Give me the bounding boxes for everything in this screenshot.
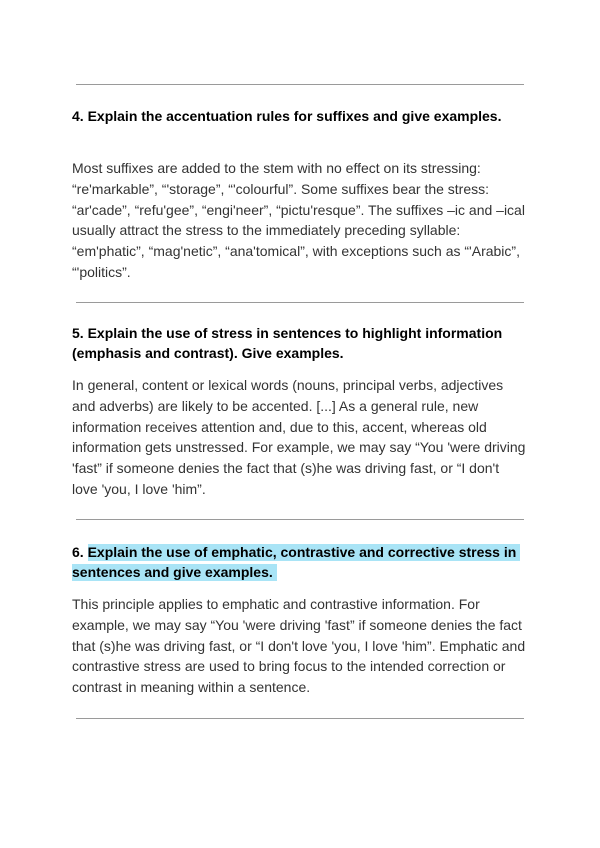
section-divider (76, 718, 524, 719)
section-divider (76, 302, 524, 303)
section-divider (76, 84, 524, 85)
question-6-answer: This principle applies to emphatic and contrastive information. For example, we may say “You 'were driving 'fast” if someone denies the fact that (s)he was driving fast, or “I don't love 'you, I love 'him”. Emphatic and contrastive stress are used to bring focus to the intended correction or contrast in meaning within a sentence. (72, 596, 526, 696)
question-5-title (72, 323, 528, 363)
question-text: Explain the use of stress in sentences to highlight information (emphasis and contrast). Give examples. (72, 325, 503, 361)
highlighted-question-text: Explain the use of emphatic, contrastive and corrective stress in sentences and give examples. (72, 544, 520, 581)
question-number: 5. (72, 325, 84, 341)
section-divider (76, 519, 524, 520)
question-4-title (72, 106, 528, 126)
question-4-answer: Most suffixes are added to the stem with no effect on its stressing: “re'markable”, “'storage”, “'colourful”. Some suffixes bear the stress: “ar'cade”, “refu'gee”, “engi'neer”, “pictu'resque”. The suffixes –ic and –ical usually attract the stress to the immediately preceding syllable: “em'phatic”, “mag'netic”, “ana'tomical”, with exceptions such as “'Arabic”, “'politics”. (72, 160, 525, 280)
question-5-answer: In general, content or lexical words (nouns, principal verbs, adjectives and adverbs) are likely to be accented. [...] As a general rule, new information receives attention and, due to this, accent, whereas old information gets unstressed. For example, we may say “You 'were driving 'fast” if someone denies the fact that (s)he was driving fast, or “I don't love 'you, I love 'him”. (72, 377, 526, 497)
question-text: Explain the accentuation rules for suffixes and give examples. (87, 108, 502, 124)
question-number: 4. (72, 108, 84, 124)
question-number: 6. (72, 544, 84, 560)
question-6-title (72, 542, 528, 582)
